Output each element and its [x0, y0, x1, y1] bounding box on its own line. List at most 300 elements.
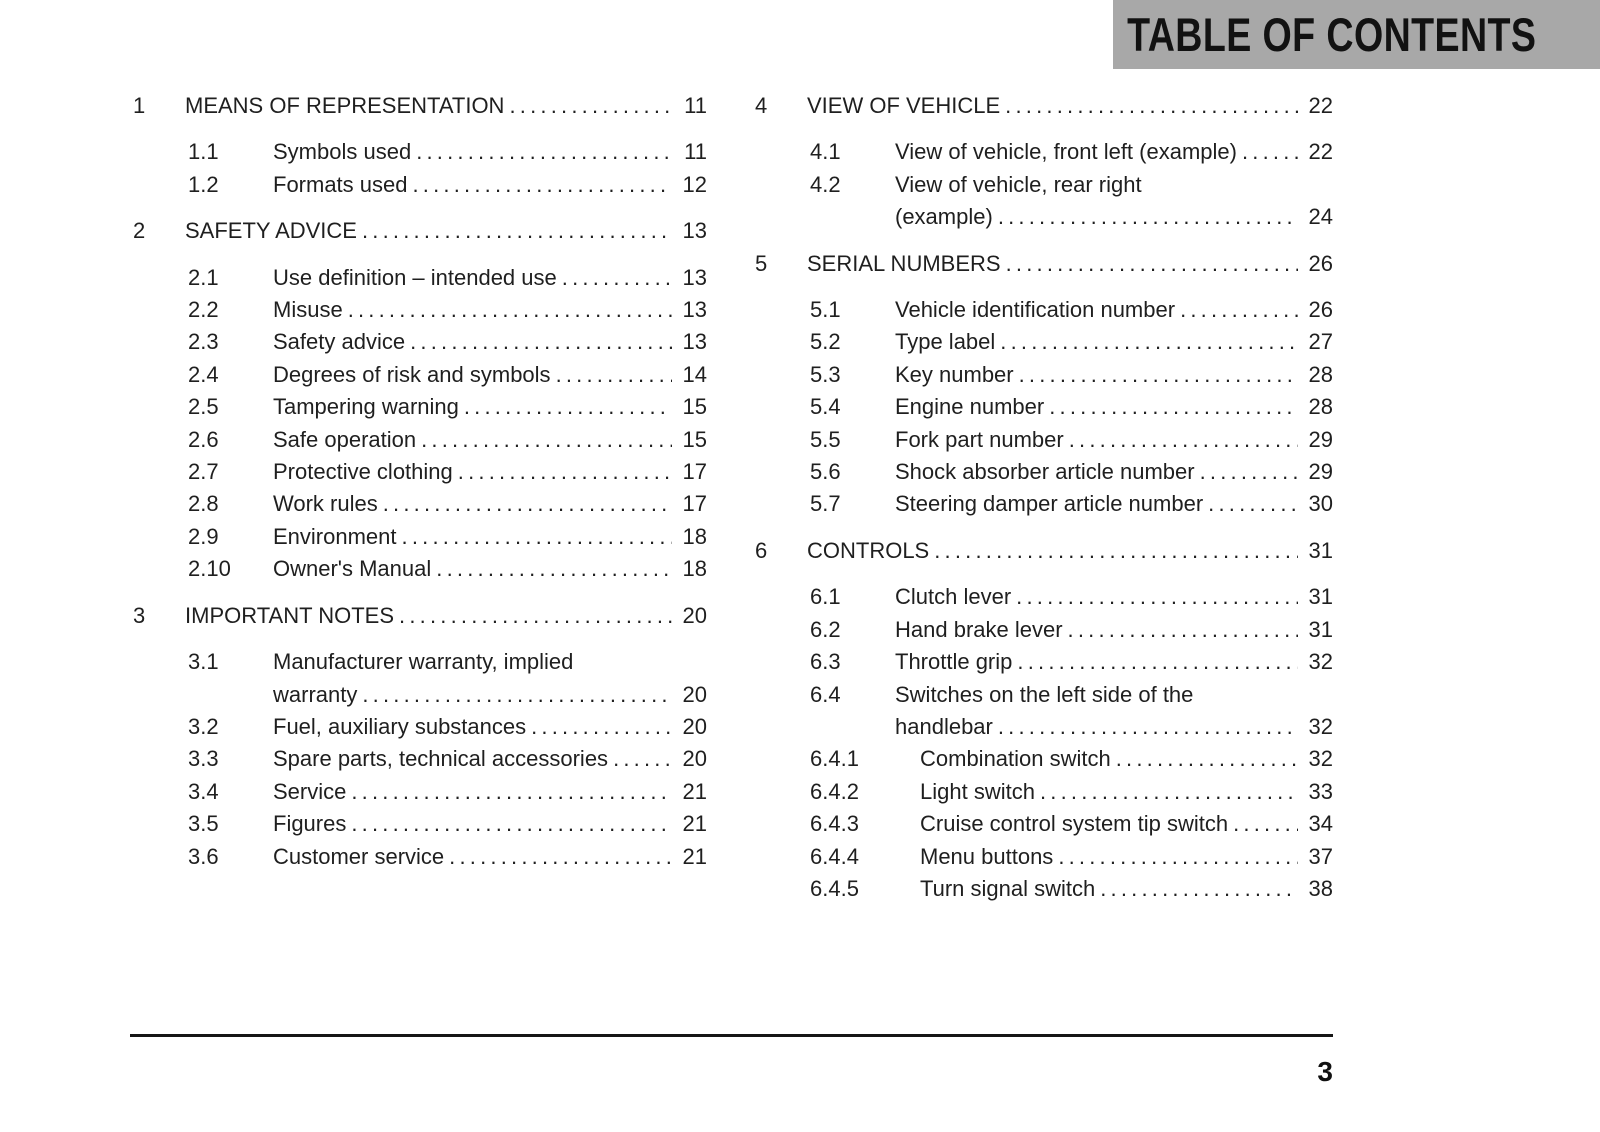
toc-entry-body [273, 841, 707, 873]
toc-entry[interactable] [755, 456, 1333, 488]
toc-entry-body [895, 614, 1333, 646]
toc-entry-number: 3.2 [188, 713, 219, 739]
toc-entry-number: 6.4.4 [810, 843, 859, 869]
toc-entry-body [895, 169, 1333, 234]
toc-entry-body [895, 679, 1333, 744]
toc-entry-number: 6.3 [810, 649, 841, 675]
dot-leader [402, 521, 672, 553]
toc-entry-body [273, 169, 707, 201]
toc-entry[interactable] [755, 488, 1333, 520]
toc-entry-body [895, 294, 1333, 326]
toc-entry-body [273, 456, 707, 488]
toc-entry-number: 5.2 [810, 329, 841, 355]
dot-leader [413, 169, 673, 201]
toc-entry-line [920, 808, 1333, 840]
dot-leader [1233, 808, 1298, 840]
toc-entry-body [895, 359, 1333, 391]
toc-entry-title: View of vehicle, rear right [895, 171, 1142, 197]
toc-entry[interactable] [755, 743, 1333, 775]
toc-entry-line [273, 743, 707, 775]
toc-entry-page: 31 [1308, 584, 1333, 610]
dot-leader [449, 841, 672, 873]
toc-entry-number: 5 [755, 250, 768, 276]
toc-entry[interactable] [755, 581, 1333, 613]
toc-entry-line [273, 808, 707, 840]
toc-entry-body [895, 488, 1333, 520]
toc-entry-number: 5.7 [810, 491, 841, 517]
toc-entry-page: 22 [1308, 93, 1333, 118]
toc-entry-body [273, 136, 707, 168]
toc-entry-title: Cruise control system tip switch [920, 811, 1229, 837]
dot-leader [362, 215, 672, 247]
toc-entry-line [895, 646, 1333, 678]
toc-entry-title: Fuel, auxiliary substances [273, 713, 527, 739]
toc-entry-number: 4.1 [810, 139, 841, 165]
toc-entry-page: 13 [682, 297, 707, 323]
toc-section-entry[interactable] [133, 600, 707, 632]
toc-entry-page: 32 [1308, 746, 1333, 772]
toc-entry-title: Fork part number [895, 426, 1064, 452]
dot-leader [562, 262, 672, 294]
toc-entry-body [273, 294, 707, 326]
toc-entry-page: 18 [682, 523, 707, 549]
dot-leader [1006, 248, 1298, 280]
toc-entry-title: Key number [895, 361, 1014, 387]
toc-entry-line [273, 679, 707, 711]
toc-entry-number: 3.1 [188, 649, 219, 675]
toc-entry-page: 38 [1308, 875, 1333, 901]
toc-entry-title: Misuse [273, 297, 343, 323]
toc-section-entry[interactable] [133, 90, 707, 122]
toc-entry[interactable] [755, 808, 1333, 840]
toc-section-entry[interactable] [755, 535, 1333, 567]
toc-entry[interactable] [755, 646, 1333, 678]
toc-entry-body [920, 743, 1333, 775]
toc-entry-line [895, 201, 1333, 233]
toc-entry-number: 6.2 [810, 616, 841, 642]
toc-entry-body [273, 488, 707, 520]
toc-entry-number: 6.4.5 [810, 875, 859, 901]
toc-entry-body [185, 215, 707, 247]
dot-leader [934, 535, 1298, 567]
toc-entry-title: handlebar [895, 713, 993, 739]
toc-entry-page: 15 [682, 394, 707, 420]
toc-entry-title: Type label [895, 329, 996, 355]
toc-entry-page: 24 [1308, 204, 1333, 230]
toc-entry-number: 6 [755, 537, 768, 563]
toc-entry-title: Menu buttons [920, 843, 1054, 869]
toc-entry-line [895, 614, 1333, 646]
toc-entry-page: 21 [682, 843, 707, 869]
toc-entry-page: 20 [682, 713, 707, 739]
toc-entry-title: VIEW OF VEHICLE [807, 93, 1001, 118]
toc-entry-number: 3.6 [188, 843, 219, 869]
toc-entry-title: Switches on the left side of the [895, 681, 1194, 707]
toc-entry-number: 3.5 [188, 811, 219, 837]
toc-entry-line [895, 711, 1333, 743]
toc-entry-line [895, 294, 1333, 326]
toc-entry-page: 13 [682, 329, 707, 355]
toc-section-entry[interactable] [755, 248, 1333, 280]
dot-leader [1049, 391, 1298, 423]
toc-entry-number: 2.1 [188, 264, 219, 290]
toc-column-left [133, 90, 707, 905]
dot-leader [416, 136, 672, 168]
toc-entry-number: 2.3 [188, 329, 219, 355]
toc-entry-page: 27 [1308, 329, 1333, 355]
toc-entry-line [895, 424, 1333, 456]
toc-entry-title: SAFETY ADVICE [185, 218, 357, 244]
toc-entry-body [807, 535, 1333, 567]
toc-entry-title: warranty [273, 681, 358, 707]
toc-entry-page: 12 [682, 171, 707, 197]
dot-leader [436, 553, 672, 585]
dot-leader [410, 326, 672, 358]
toc-entry-body [895, 391, 1333, 423]
toc-entry-line [273, 424, 707, 456]
toc-entry-line [273, 488, 707, 520]
toc-entry-page: 28 [1308, 394, 1333, 420]
toc-entry-title: Safe operation [273, 426, 417, 452]
toc-entry-body [273, 391, 707, 423]
toc-entry-number: 2.7 [188, 459, 219, 485]
toc-entry-title: Clutch lever [895, 584, 1012, 610]
toc-entry-page: 13 [682, 264, 707, 290]
toc-entry-line [895, 169, 1333, 201]
toc-entry-title: Environment [273, 523, 397, 549]
toc-entry-title: (example) [895, 204, 993, 230]
dot-leader [421, 424, 672, 456]
toc-entry-body [185, 600, 707, 632]
toc-entry-line [273, 776, 707, 808]
toc-entry-page: 30 [1308, 491, 1333, 517]
dot-leader [348, 294, 672, 326]
toc-entry-number: 2 [133, 218, 146, 244]
toc-entry-line [273, 391, 707, 423]
toc-entry-title: Combination switch [920, 746, 1111, 772]
toc-entry-title: Use definition – intended use [273, 264, 557, 290]
toc-entry-number: 5.5 [810, 426, 841, 452]
toc-entry-title: Figures [273, 811, 347, 837]
toc-entry-title: IMPORTANT NOTES [185, 602, 395, 628]
toc-entry-body [920, 776, 1333, 808]
toc-entry-title: Tampering warning [273, 394, 459, 420]
toc-entry-title: Turn signal switch [920, 875, 1096, 901]
toc-entry-number: 3.4 [188, 778, 219, 804]
toc-entry-body [273, 326, 707, 358]
dot-leader [1019, 359, 1298, 391]
toc-entry-line [895, 136, 1333, 168]
toc-entry[interactable] [133, 294, 707, 326]
toc-entry-body [185, 90, 707, 122]
dot-leader [399, 600, 672, 632]
toc-entry-title: Symbols used [273, 139, 412, 165]
toc-entry[interactable] [133, 456, 707, 488]
toc-entry-body [273, 359, 707, 391]
toc-entry[interactable] [755, 841, 1333, 873]
dot-leader [1068, 614, 1298, 646]
toc-entry-number: 1 [133, 93, 146, 118]
toc-entry-line [273, 841, 707, 873]
toc-entry-number: 2.10 [188, 556, 231, 582]
toc-entry-title: Vehicle identification number [895, 297, 1176, 323]
dot-leader [998, 711, 1298, 743]
toc-entry-number: 1.2 [188, 171, 219, 197]
dot-leader [531, 711, 672, 743]
toc-entry-line [920, 743, 1333, 775]
toc-entry[interactable] [133, 521, 707, 553]
toc-entry-page: 21 [682, 778, 707, 804]
toc-entry-number: 4 [755, 93, 768, 118]
toc-entry-body [920, 808, 1333, 840]
toc-entry-line [895, 679, 1333, 711]
toc-entry-line [273, 136, 707, 168]
toc-entry-title: Engine number [895, 394, 1045, 420]
toc-entry-page: 18 [682, 556, 707, 582]
toc-entry-body [895, 581, 1333, 613]
toc-entry-title: Customer service [273, 843, 445, 869]
toc-entry-line [273, 456, 707, 488]
toc-entry-number: 2.6 [188, 426, 219, 452]
dot-leader [1208, 488, 1298, 520]
page-header-banner [1113, 0, 1600, 69]
toc-entry-title: Service [273, 778, 347, 804]
toc-entry-page: 22 [1308, 139, 1333, 165]
footer-page-number: 3 [1317, 1056, 1333, 1087]
toc-entry-number: 3 [133, 602, 146, 628]
toc-entry[interactable] [755, 614, 1333, 646]
toc-entry-body [895, 326, 1333, 358]
toc-entry-line [895, 326, 1333, 358]
toc-entry-title: Owner's Manual [273, 556, 432, 582]
dot-leader [556, 359, 672, 391]
toc-entry-body [807, 248, 1333, 280]
toc-entry-page: 20 [682, 602, 707, 628]
toc-entry[interactable] [755, 873, 1333, 905]
toc-entry-body [273, 808, 707, 840]
toc-entry-line [895, 488, 1333, 520]
toc-entry-line [807, 248, 1333, 280]
toc-entry-line [185, 215, 707, 247]
toc-entry[interactable] [133, 391, 707, 423]
dot-leader [1200, 456, 1298, 488]
toc-entry[interactable] [133, 359, 707, 391]
toc-entry-line [273, 646, 707, 678]
dot-leader [1180, 294, 1298, 326]
toc-entry[interactable] [133, 841, 707, 873]
toc-entry-page: 26 [1308, 250, 1333, 276]
toc-entry-number: 2.8 [188, 491, 219, 517]
dot-leader [458, 456, 672, 488]
dot-leader [464, 391, 672, 423]
toc-entry-body [807, 90, 1333, 122]
toc-entry[interactable] [755, 391, 1333, 423]
toc-entry-page: 11 [684, 93, 707, 118]
toc-entry[interactable] [133, 262, 707, 294]
toc-entry-line [273, 553, 707, 585]
toc-entry-number: 5.1 [810, 297, 841, 323]
footer-rule [130, 1034, 1333, 1037]
toc-entry[interactable] [133, 553, 707, 585]
toc-entry-page: 32 [1308, 713, 1333, 739]
toc-entry-page: 33 [1308, 778, 1333, 804]
toc-entry-title: Light switch [920, 778, 1035, 804]
toc-entry-page: 28 [1308, 361, 1333, 387]
page-title: TABLE OF CONTENTS [1126, 8, 1537, 61]
dot-leader [1069, 424, 1298, 456]
toc-entry-title: Spare parts, technical accessories [273, 746, 609, 772]
toc-entry-line [185, 600, 707, 632]
toc-entry-page: 26 [1308, 297, 1333, 323]
dot-leader [998, 201, 1298, 233]
toc-entry-body [273, 743, 707, 775]
toc-entry-page: 29 [1308, 459, 1333, 485]
toc-entry-number: 5.3 [810, 361, 841, 387]
toc-entry-page: 17 [682, 459, 707, 485]
toc-entry[interactable] [755, 424, 1333, 456]
toc-entry-page: 13 [682, 218, 707, 244]
toc-entry[interactable] [755, 679, 1333, 744]
dot-leader [383, 488, 672, 520]
toc-entry-line [895, 456, 1333, 488]
toc-entry-page: 21 [682, 811, 707, 837]
toc-entry[interactable] [133, 808, 707, 840]
toc-entry-number: 6.1 [810, 584, 841, 610]
toc-entry-number: 6.4.1 [810, 746, 859, 772]
toc-entry-number: 1.1 [188, 139, 219, 165]
toc-entry-title: Degrees of risk and symbols [273, 361, 551, 387]
toc-entry[interactable] [755, 776, 1333, 808]
dot-leader [1005, 90, 1298, 122]
toc-entry-line [895, 391, 1333, 423]
toc-entry[interactable] [133, 326, 707, 358]
dot-leader [1116, 743, 1298, 775]
toc-entry-page: 37 [1308, 843, 1333, 869]
toc-entry[interactable] [755, 136, 1333, 168]
toc-entry[interactable] [133, 136, 707, 168]
toc-entry-line [185, 90, 707, 122]
toc-entry-number: 3.3 [188, 746, 219, 772]
toc-entry[interactable] [755, 359, 1333, 391]
dot-leader [351, 776, 672, 808]
toc-entry-title: MEANS OF REPRESENTATION [185, 93, 505, 118]
toc-entry-body [273, 262, 707, 294]
toc-entry-line [273, 326, 707, 358]
toc-entry-page: 14 [682, 361, 707, 387]
toc-columns [133, 90, 1334, 905]
dot-leader [351, 808, 672, 840]
toc-entry-number: 2.5 [188, 394, 219, 420]
dot-leader [613, 743, 672, 775]
toc-entry-number: 2.4 [188, 361, 219, 387]
toc-entry-title: SERIAL NUMBERS [807, 250, 1001, 276]
toc-entry-title: Protective clothing [273, 459, 453, 485]
toc-section-entry[interactable] [133, 215, 707, 247]
toc-entry-page: 31 [1308, 616, 1333, 642]
dot-leader [362, 679, 672, 711]
toc-entry-page: 11 [684, 139, 707, 165]
toc-entry-number: 6.4.2 [810, 778, 859, 804]
toc-entry-number: 2.2 [188, 297, 219, 323]
toc-entry-line [920, 776, 1333, 808]
toc-entry[interactable] [133, 169, 707, 201]
toc-entry-page: 31 [1308, 537, 1333, 563]
toc-entry-title: View of vehicle, front left (example) [895, 139, 1237, 165]
toc-entry-body [273, 424, 707, 456]
toc-entry-number: 2.9 [188, 523, 219, 549]
toc-entry-line [895, 359, 1333, 391]
toc-entry-body [895, 424, 1333, 456]
toc-entry[interactable] [133, 646, 707, 711]
toc-entry-title: Steering damper article number [895, 491, 1204, 517]
toc-entry-title: CONTROLS [807, 537, 930, 563]
toc-entry-line [273, 711, 707, 743]
toc-entry-number: 6.4 [810, 681, 841, 707]
toc-entry-page: 34 [1308, 811, 1333, 837]
dot-leader [1016, 581, 1298, 613]
toc-entry[interactable] [755, 326, 1333, 358]
dot-leader [1058, 841, 1298, 873]
toc-entry-line [920, 873, 1333, 905]
toc-entry-body [273, 521, 707, 553]
toc-entry-line [273, 521, 707, 553]
toc-entry[interactable] [133, 743, 707, 775]
toc-entry[interactable] [755, 294, 1333, 326]
toc-entry-title: Safety advice [273, 329, 406, 355]
toc-entry-body [895, 646, 1333, 678]
toc-entry-number: 5.4 [810, 394, 841, 420]
toc-entry-number: 4.2 [810, 171, 841, 197]
toc-entry-body [920, 873, 1333, 905]
toc-entry-page: 15 [682, 426, 707, 452]
toc-entry-title: Manufacturer warranty, implied [273, 649, 574, 675]
toc-entry-line [273, 169, 707, 201]
toc-entry-body [920, 841, 1333, 873]
toc-entry-title: Hand brake lever [895, 616, 1063, 642]
toc-section-entry[interactable] [755, 90, 1333, 122]
toc-entry-body [895, 456, 1333, 488]
toc-entry-title: Throttle grip [895, 649, 1013, 675]
toc-entry-page: 17 [682, 491, 707, 517]
toc-entry-line [807, 535, 1333, 567]
toc-entry-title: Formats used [273, 171, 408, 197]
dot-leader [1242, 136, 1298, 168]
dot-leader [509, 90, 672, 122]
toc-entry-body [273, 711, 707, 743]
toc-entry[interactable] [755, 169, 1333, 234]
toc-entry-body [895, 136, 1333, 168]
toc-entry-title: Work rules [273, 491, 378, 517]
toc-entry-line [273, 262, 707, 294]
toc-column-right [755, 90, 1333, 905]
toc-entry[interactable] [133, 776, 707, 808]
toc-entry-page: 29 [1308, 426, 1333, 452]
toc-entry-page: 20 [682, 746, 707, 772]
toc-entry[interactable] [133, 488, 707, 520]
toc-entry-title: Shock absorber article number [895, 459, 1195, 485]
toc-entry-number: 5.6 [810, 459, 841, 485]
toc-entry[interactable] [133, 711, 707, 743]
toc-entry-line [273, 359, 707, 391]
dot-leader [1000, 326, 1298, 358]
toc-entry[interactable] [133, 424, 707, 456]
toc-entry-page: 20 [682, 681, 707, 707]
toc-entry-body [273, 776, 707, 808]
dot-leader [1040, 776, 1298, 808]
dot-leader [1100, 873, 1298, 905]
toc-entry-body [273, 646, 707, 711]
toc-entry-page: 32 [1308, 649, 1333, 675]
